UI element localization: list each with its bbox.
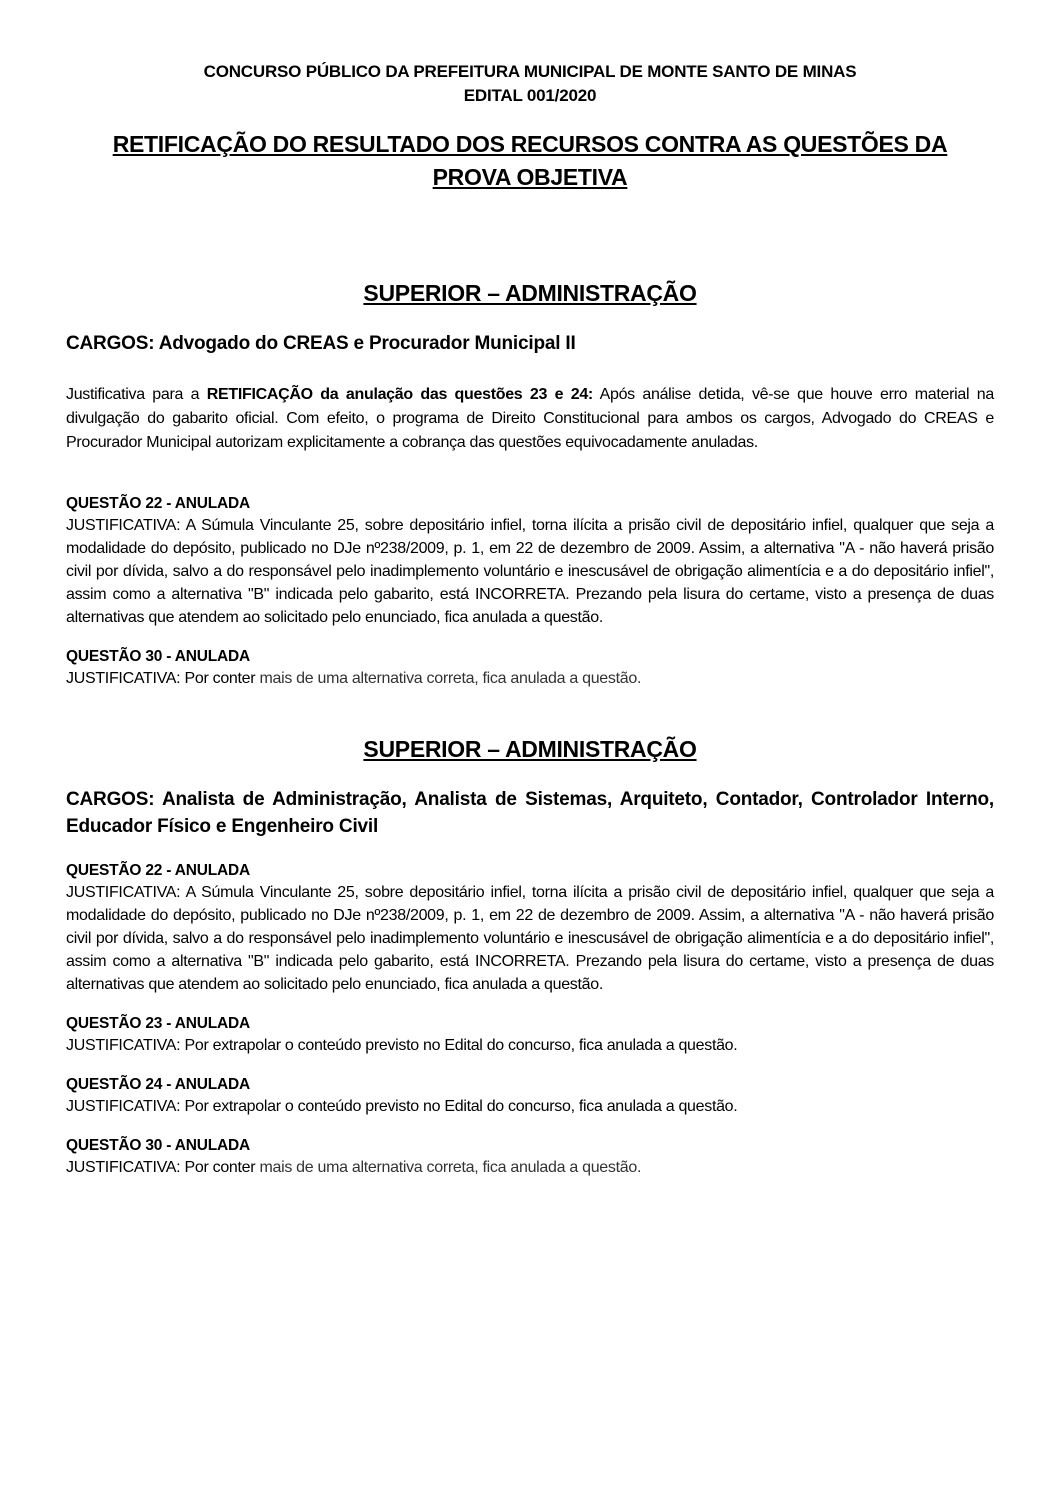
section-2-title: SUPERIOR – ADMINISTRAÇÃO (363, 736, 697, 762)
question-justification-text: JUSTIFICATIVA: A Súmula Vinculante 25, sobre depositário infiel, torna ilícita a prisão civil de depositário infiel, qualquer que seja a modalidade do depósito, publicado no DJe nº238/2009, p. 1, em 22 de dezembro de 2009. Assim, a alternativa "A - não haverá prisão civil por dívida, salvo a do responsável pelo inadimplemento voluntário e inescusável de obrigação alimentícia e a do depositário infiel", assim como a alternativa "B" indicada pelo gabarito, está INCORRETA. Prezando pela lisura do certame, visto a presença de duas alternativas que atendem ao solicitado pelo enunciado, fica anulada a questão. (66, 884, 994, 993)
header-line-1: CONCURSO PÚBLICO DA PREFEITURA MUNICIPAL DE MONTE SANTO DE MINAS (203, 62, 857, 81)
question-justification-text: JUSTIFICATIVA: A Súmula Vinculante 25, sobre depositário infiel, torna ilícita a prisão civil de depositário infiel, qualquer que seja a modalidade do depósito, publicado no DJe nº238/2009, p. 1, em 22 de dezembro de 2009. Assim, a alternativa "A - não haverá prisão civil por dívida, salvo a do responsável pelo inadimplemento voluntário e inescusável de obrigação alimentícia e a do depositário infiel", assim como a alternativa "B" indicada pelo gabarito, está INCORRETA. Prezando pela lisura do certame, visto a presença de duas alternativas que atendem ao solicitado pelo enunciado, fica anulada a questão. (66, 517, 994, 626)
document-page (66, 60, 994, 1179)
header-line-2: EDITAL 001/2020 (463, 86, 597, 105)
question-justification (66, 1156, 994, 1179)
question-title: QUESTÃO 30 - ANULADA (66, 648, 251, 665)
section-1-cargos: CARGOS: Advogado do CREAS e Procurador Municipal II (66, 333, 576, 354)
section-2-cargos: CARGOS: Analista de Administração, Analista de Sistemas, Arquiteto, Contador, Controlador Interno, Educador Físico e Engenheiro Civil (66, 789, 994, 837)
question-justification-text-extra: mais de uma alternativa correta, fica anulada a questão. (255, 1159, 642, 1176)
question-justification-text: JUSTIFICATIVA: Por extrapolar o conteúdo previsto no Edital do concurso, fica anulada a questão. (66, 1037, 738, 1054)
section-2-question (66, 1074, 994, 1118)
question-title: QUESTÃO 23 - ANULADA (66, 1015, 251, 1032)
section-2-question (66, 860, 994, 996)
justification-prefix: Justificativa para a (66, 386, 207, 403)
question-justification-text: JUSTIFICATIVA: Por conter (66, 1159, 256, 1176)
section-2-question (66, 1013, 994, 1057)
document-header (66, 60, 994, 108)
question-justification-text: JUSTIFICATIVA: Por conter (66, 670, 256, 687)
section-1-justification (66, 383, 994, 455)
question-title: QUESTÃO 30 - ANULADA (66, 1137, 251, 1154)
question-justification (66, 667, 994, 690)
title-line-1: RETIFICAÇÃO DO RESULTADO DOS RECURSOS CONTRA AS QUESTÕES DA (112, 131, 948, 157)
question-title: QUESTÃO 24 - ANULADA (66, 1076, 251, 1093)
question-justification (66, 514, 994, 629)
section-1-question (66, 493, 994, 629)
question-justification (66, 881, 994, 996)
section-1-title: SUPERIOR – ADMINISTRAÇÃO (363, 280, 697, 306)
question-justification-text-extra: mais de uma alternativa correta, fica anulada a questão. (255, 670, 642, 687)
question-justification (66, 1034, 994, 1057)
question-title: QUESTÃO 22 - ANULADA (66, 862, 251, 879)
title-line-2: PROVA OBJETIVA (432, 164, 628, 190)
question-justification (66, 1095, 994, 1118)
question-title: QUESTÃO 22 - ANULADA (66, 495, 251, 512)
question-justification-text: JUSTIFICATIVA: Por extrapolar o conteúdo previsto no Edital do concurso, fica anulada a questão. (66, 1098, 738, 1115)
section-2-question (66, 1135, 994, 1179)
document-title (66, 128, 994, 194)
section-1-question (66, 646, 994, 690)
justification-bold: RETIFICAÇÃO da anulação das questões 23 e 24: (206, 386, 593, 403)
justification-text: Após análise detida, vê-se que houve erro material na divulgação do gabarito oficial. Com efeito, o programa de Direito Constitucional para ambos os cargos, Advogado do CREAS e Procurador Municipal autorizam explicitamente a cobrança das questões equivocadamente anuladas. (66, 386, 994, 451)
